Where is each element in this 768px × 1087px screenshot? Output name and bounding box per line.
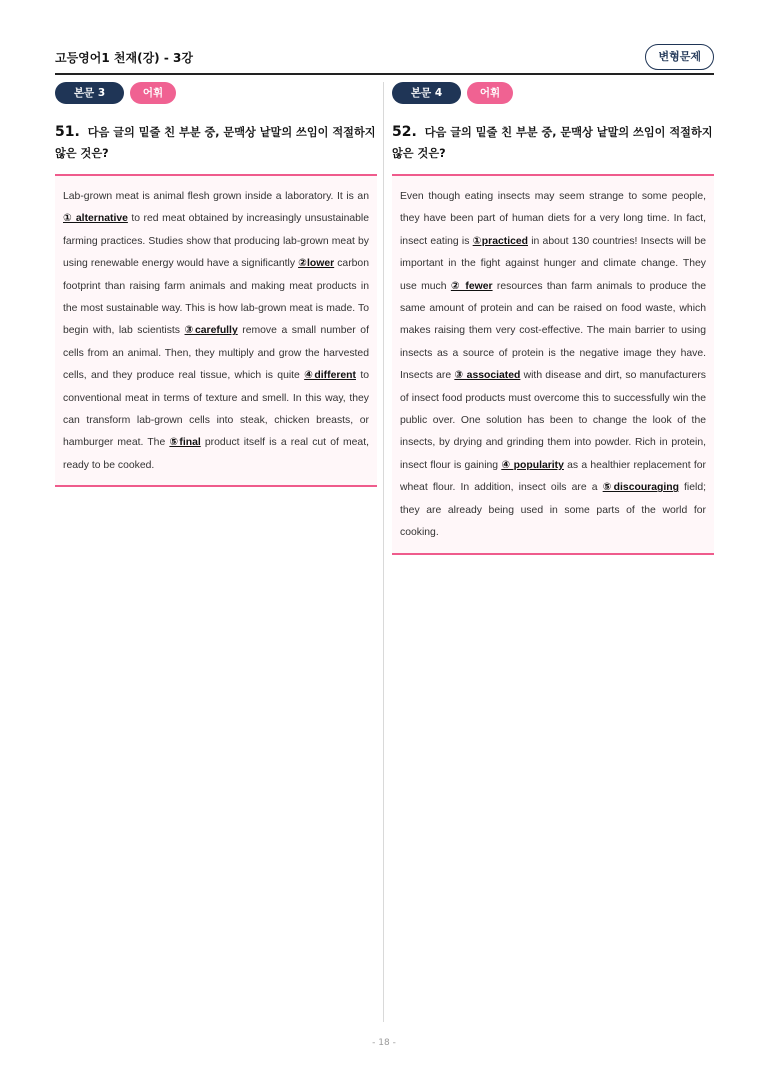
- question-number: 52.: [392, 124, 417, 140]
- underlined-choice: ③ associated: [454, 370, 521, 382]
- passage-text: [63, 186, 369, 477]
- header-divider: [55, 73, 714, 75]
- right-tags: [392, 82, 714, 106]
- type-tag: 어휘: [467, 82, 513, 104]
- underlined-choice: ④different: [304, 370, 356, 382]
- passage-segment: in about 130 countries! Insects will be important in the fight against hunger and climate change. They use much: [400, 235, 706, 292]
- question-51: [55, 122, 377, 164]
- page-header: [55, 44, 714, 74]
- passage-segment: to conventional meat in terms of texture and smell. In this way, they can transform lab-grown cells into steak, chicken breasts, or hamburger meat. The: [63, 370, 369, 449]
- underlined-choice: ⑤final: [169, 437, 201, 449]
- passage-box: [55, 174, 377, 487]
- question-text: 다음 글의 밑줄 친 부분 중, 문맥상 낱말의 쓰임이 적절하지 않은 것은?: [55, 126, 376, 160]
- page-number: - 18 -: [372, 1038, 396, 1048]
- type-tag: 어휘: [130, 82, 176, 104]
- passage-segment: with disease and dirt, so manufacturers of insect food products must overcome this to successfully win the public over. One solution has been to change the look of the insects, by drying and grinding them into powder. Rich in protein, insect flour is gaining: [400, 370, 706, 471]
- underlined-choice: ①practiced: [472, 235, 528, 247]
- passage-segment: field; they are already being used in some parts of the world for cooking.: [400, 482, 706, 539]
- page-title: 고등영어1 천재(강) - 3강: [55, 51, 193, 65]
- passage-segment: Even though eating insects may seem strange to some people, they have been part of human diets for a very long time. In fact, insect eating is: [400, 191, 706, 247]
- passage-segment: to red meat obtained by increasingly unsustainable farming practices. Studies show that producing lab-grown meat by using renewable energy would have a significantly: [63, 213, 369, 270]
- section-tag: 본문 4: [392, 82, 461, 104]
- right-column: [392, 82, 714, 555]
- passage-segment: product itself is a real cut of meat, ready to be cooked.: [63, 437, 369, 471]
- question-text: 다음 글의 밑줄 친 부분 중, 문맥상 낱말의 쓰임이 적절하지 않은 것은?: [392, 126, 713, 160]
- underlined-choice: ③carefully: [184, 325, 238, 337]
- column-divider: [383, 82, 384, 1022]
- passage-segment: as a healthier replacement for wheat flour. In addition, insect oils are a: [400, 459, 706, 494]
- section-tag: 본문 3: [55, 82, 124, 104]
- left-tags: [55, 82, 377, 106]
- passage-box: [392, 174, 714, 555]
- question-number: 51.: [55, 124, 80, 140]
- passage-text: [400, 186, 706, 545]
- passage-segment: Lab-grown meat is animal flesh grown inside a laboratory. It is an: [63, 191, 369, 202]
- type-badge: 변형문제: [645, 44, 714, 70]
- underlined-choice: ① alternative: [63, 213, 128, 225]
- underlined-choice: ②lower: [298, 258, 335, 270]
- passage-segment: carbon footprint than raising farm animals and making meat products in the most sustainable way. This is how lab-grown meat is made. To begin with, lab scientists: [63, 258, 369, 337]
- passage-segment: remove a small number of cells from an animal. Then, they multiply and grow the harvested cells, and they produce real tissue, which is quite: [63, 325, 369, 382]
- underlined-choice: ⑤discouraging: [602, 482, 679, 494]
- underlined-choice: ② fewer: [450, 280, 493, 292]
- left-column: [55, 82, 377, 487]
- question-52: [392, 122, 714, 164]
- passage-segment: resources than farm animals to produce the same amount of protein and can be raised on food waste, which makes raising them very cost-effective. The main barrier to using insects as a source of protein is the negative image they have. Insects are: [400, 280, 707, 382]
- underlined-choice: ④ popularity: [501, 459, 564, 471]
